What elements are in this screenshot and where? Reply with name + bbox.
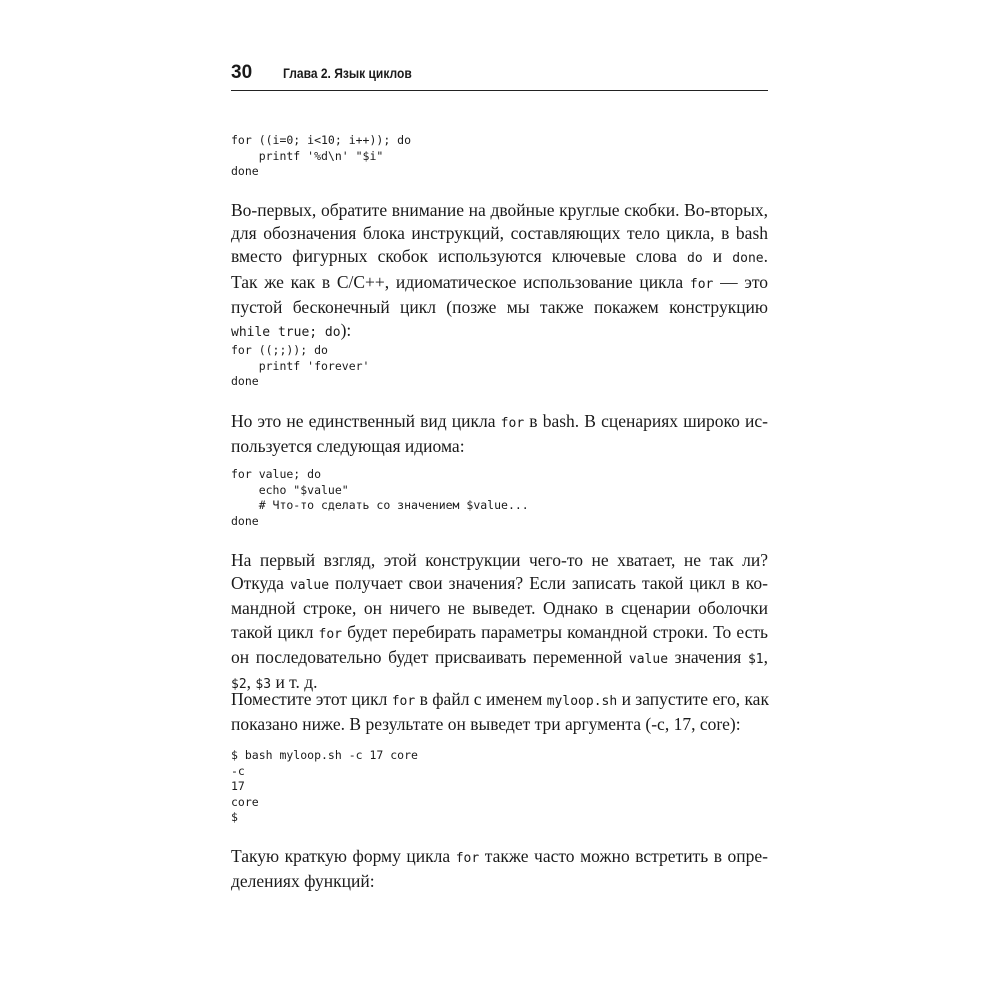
code-block-terminal-output	[231, 748, 418, 826]
inline-code: value	[289, 578, 330, 594]
text-line: показано ниже. В результате он выведет три аргумента (-c, 17, core):	[231, 714, 741, 735]
text-span: Откуда	[231, 573, 290, 594]
code-line: # Что-то сделать со значением $value...	[231, 498, 529, 512]
text-line: делениях функций:	[231, 871, 375, 892]
text-span: он последовательно будет присваивать переменной	[231, 646, 629, 667]
inline-code: $1	[747, 651, 764, 667]
inline-code: for	[318, 626, 343, 642]
code-line: echo "$value"	[231, 482, 349, 497]
text-line: На первый взгляд, этой конструкции чего-то не хватает, не так ли?	[231, 550, 768, 570]
inline-code: value	[628, 651, 669, 667]
code-line: $	[231, 810, 238, 824]
chapter-title: Глава 2. Язык циклов	[283, 65, 412, 81]
text-span: также часто можно встретить в опре-	[479, 846, 769, 866]
text-line	[231, 319, 768, 344]
text-span: будет перебирать параметры командной строки. То есть	[342, 621, 768, 642]
code-line: 17	[231, 779, 245, 793]
text-span: такой цикл	[231, 621, 319, 642]
text-span: .	[763, 246, 768, 267]
text-line	[231, 621, 768, 646]
text-span: в файл с именем	[415, 689, 547, 709]
text-span: и запустите его, как	[617, 689, 769, 709]
paragraph-double-parens	[231, 199, 768, 344]
code-line: $ bash myloop.sh -c 17 core	[231, 748, 418, 762]
code-line: done	[231, 513, 259, 528]
text-line	[231, 688, 768, 713]
text-line: пустой бесконечный цикл (позже мы также покажем конструкцию	[231, 296, 768, 317]
text-line	[231, 646, 768, 671]
text-span: получает свои значения? Если записать такой цикл в ко-	[329, 573, 768, 594]
inline-code: for	[455, 851, 480, 866]
code-line: -c	[231, 763, 245, 778]
code-line: for ((i=0; i<10; i++)); do	[231, 133, 412, 147]
inline-code: done	[732, 251, 764, 267]
text-line: мандной строке, он ничего не выведет. Однако в сценарии оболочки	[231, 598, 768, 619]
paragraph-value-source	[231, 549, 768, 696]
text-line	[231, 245, 768, 270]
text-span: и	[702, 246, 733, 267]
text-span: в bash. В сценариях широко ис-	[524, 411, 768, 431]
text-line: для обозначения блока инструкций, составляющих тело цикла, в bash	[231, 223, 768, 244]
text-span: Поместите этот цикл	[231, 689, 392, 709]
code-line: for value; do	[231, 467, 322, 481]
paragraph-function-definitions	[231, 845, 768, 893]
paragraph-for-idiom	[231, 410, 768, 458]
text-span: ,	[763, 646, 768, 667]
inline-code: for	[689, 276, 714, 292]
code-block-forever-loop	[231, 343, 369, 390]
code-line: core	[231, 794, 259, 809]
paragraph-myloop	[231, 688, 768, 736]
text-span: ):	[340, 320, 352, 341]
inline-code: do	[687, 251, 703, 267]
code-line: done	[231, 374, 259, 388]
inline-code: for	[500, 416, 525, 431]
text-line: Во-первых, обратите внимание на двойные круглые скобки. Во-вторых,	[231, 200, 768, 220]
text-line	[231, 572, 768, 597]
code-line: for ((;;)); do	[231, 343, 328, 357]
code-block-for-loop	[231, 133, 411, 180]
text-line: пользуется следующая идиома:	[231, 436, 465, 457]
text-span: Так же как в C/C++, идиоматическое использование цикла	[231, 271, 690, 292]
inline-code: $2	[231, 677, 247, 693]
text-line	[231, 845, 768, 870]
code-line: printf '%d\n' "$i"	[231, 148, 384, 163]
text-line	[231, 271, 768, 296]
inline-code: while true; do	[231, 325, 341, 341]
code-block-for-value	[231, 467, 529, 529]
text-span: значения	[668, 646, 748, 667]
text-span: вместо фигурных скобок используются ключевые слова	[231, 246, 688, 267]
text-span: ,	[246, 672, 256, 693]
inline-code: myloop.sh	[546, 694, 618, 709]
code-line: printf 'forever'	[231, 358, 370, 373]
code-line: done	[231, 164, 259, 178]
page-number: 30	[231, 62, 253, 83]
text-span: Но это не единственный вид цикла	[231, 411, 501, 431]
page-header	[231, 60, 768, 91]
inline-code: for	[391, 694, 416, 709]
text-span: и т. д.	[271, 672, 318, 693]
text-line	[231, 410, 768, 435]
text-span: — это	[713, 271, 768, 292]
text-span: Такую краткую форму цикла	[231, 846, 456, 866]
inline-code: $3	[255, 677, 272, 693]
